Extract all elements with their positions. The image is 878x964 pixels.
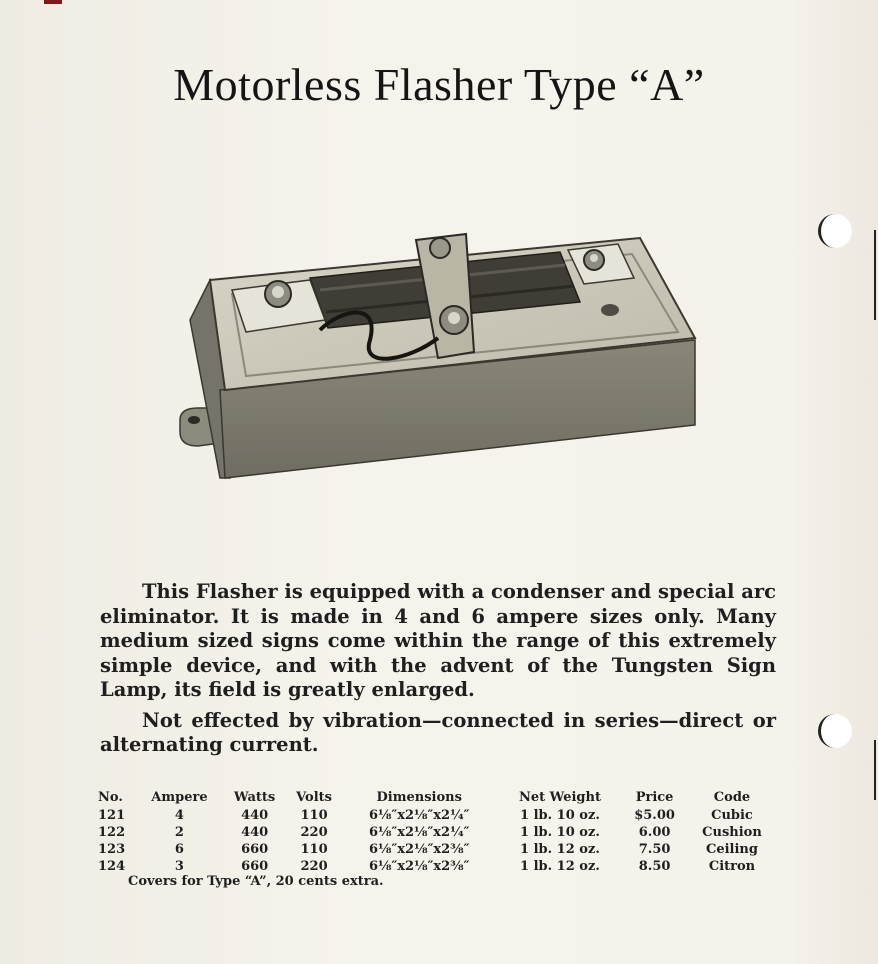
cell-dimensions: 6⅛″x2⅛″x2⅜″ [369, 842, 470, 857]
col-header-ampere: Ampere [151, 790, 208, 805]
cell-code: Citron [708, 859, 756, 874]
punch-hole-bottom [818, 714, 852, 748]
cell-ampere: 2 [174, 825, 184, 840]
cell-volts: 110 [300, 808, 328, 823]
punch-hole-top [818, 214, 852, 248]
cell-ampere: 4 [174, 808, 184, 823]
cell-watts: 660 [241, 859, 269, 874]
cell-volts: 220 [300, 859, 328, 874]
cell-ampere: 3 [174, 859, 184, 874]
cell-net-weight: 1 lb. 10 oz. [520, 808, 600, 823]
cell-price: $5.00 [634, 808, 675, 823]
cell-price: 7.50 [638, 842, 671, 857]
cell-no: 121 [98, 808, 126, 823]
col-header-net-weight: Net Weight [518, 790, 601, 805]
cell-no: 122 [98, 825, 126, 840]
cell-dimensions: 6⅛″x2⅛″x2¼″ [368, 825, 470, 840]
flasher-photo [170, 220, 710, 490]
table-row [98, 841, 778, 858]
col-header-no: No. [98, 790, 123, 805]
table-header-row [98, 790, 778, 807]
corner-mark [44, 0, 62, 4]
cell-volts: 110 [300, 842, 328, 857]
cell-code: Cubic [711, 808, 753, 823]
col-header-watts: Watts [234, 790, 276, 805]
cell-ampere: 6 [174, 842, 184, 857]
page-title: Motorless Flasher Type “A” [173, 59, 705, 110]
cell-no: 124 [98, 859, 126, 874]
specifications-table [98, 790, 778, 875]
cell-net-weight: 1 lb. 12 oz. [520, 859, 600, 874]
cell-price: 8.50 [638, 859, 671, 874]
cell-dimensions: 6⅛″x2⅛″x2⅜″ [369, 859, 470, 874]
cell-code: Ceiling [706, 842, 758, 857]
description-paragraph-1: This Flasher is equipped with a condenser and special arc eliminator. It is made in 4 and 6 ampere sizes only. Many medium sized signs come within the range of this extremely simple device, and with the advent of the Tungsten Sign Lamp, its field is greatly enlarged. [100, 580, 776, 701]
page-edge-mark-lower [874, 740, 876, 800]
cell-watts: 440 [241, 825, 269, 840]
covers-note: Covers for Type “A”, 20 cents extra. [128, 874, 384, 889]
cell-net-weight: 1 lb. 12 oz. [520, 842, 600, 857]
cell-net-weight: 1 lb. 10 oz. [520, 825, 600, 840]
col-header-dimensions: Dimensions [376, 790, 462, 805]
cell-watts: 440 [241, 808, 269, 823]
col-header-volts: Volts [296, 790, 332, 805]
page-edge-mark [874, 230, 876, 320]
table-row [98, 858, 778, 875]
description-text [100, 580, 776, 758]
cell-watts: 660 [241, 842, 269, 857]
cell-code: Cushion [702, 825, 762, 840]
col-header-price: Price [635, 790, 674, 805]
table-row [98, 824, 778, 841]
description-paragraph-2: Not effected by vibration—connected in series—direct or alternating current. [100, 708, 776, 756]
cell-volts: 220 [300, 825, 328, 840]
table-row [98, 807, 778, 824]
cell-price: 6.00 [638, 825, 671, 840]
cell-no: 123 [98, 842, 126, 857]
cell-dimensions: 6⅛″x2⅛″x2¼″ [368, 808, 470, 823]
col-header-code: Code [713, 790, 751, 805]
